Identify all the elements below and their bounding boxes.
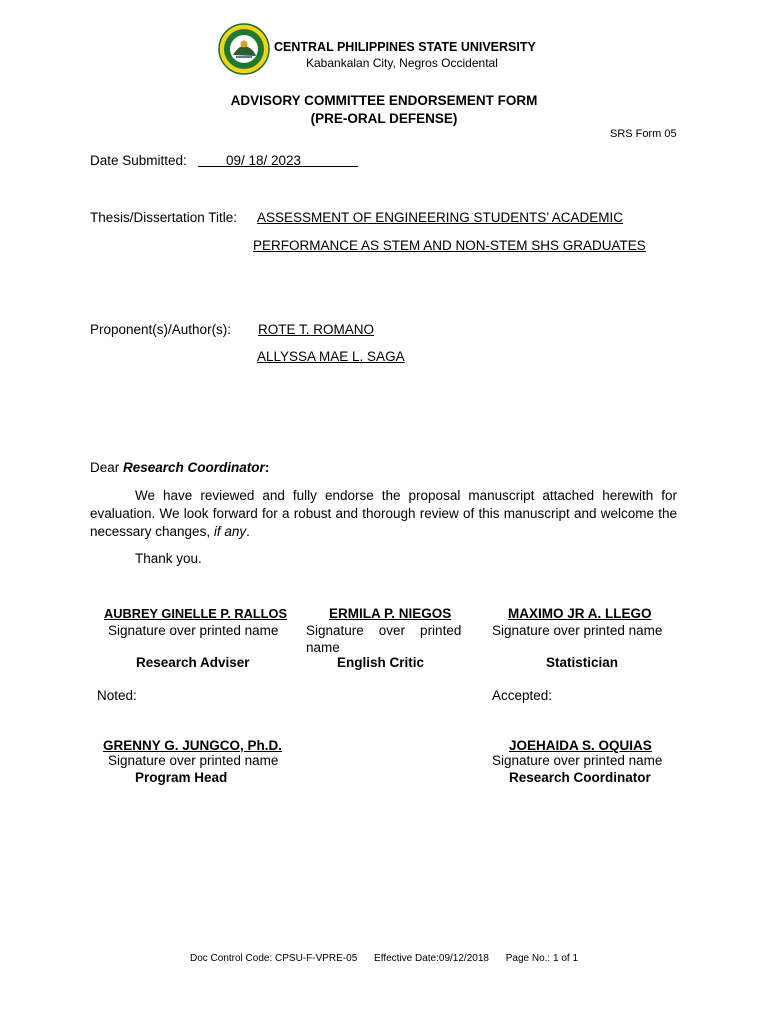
paragraph-end: . bbox=[246, 523, 250, 539]
salutation-colon: : bbox=[264, 460, 270, 475]
coordinator-signature-caption: Signature over printed name bbox=[492, 753, 663, 768]
noted-label: Noted: bbox=[97, 688, 137, 703]
critic-signature-caption: Signature over printed bbox=[306, 623, 462, 638]
statistician-role: Statistician bbox=[546, 655, 619, 670]
document-footer bbox=[0, 953, 768, 964]
thesis-title-line2: PERFORMANCE AS STEM AND NON-STEM SHS GRADUATES bbox=[253, 238, 646, 253]
university-seal-icon bbox=[218, 23, 270, 75]
salutation bbox=[90, 460, 269, 475]
adviser-role: Research Adviser bbox=[136, 655, 250, 670]
authors-label: Proponent(s)/Author(s): bbox=[90, 322, 232, 337]
date-label: Date Submitted: bbox=[90, 153, 187, 168]
critic-role: English Critic bbox=[337, 655, 425, 670]
accepted-label: Accepted: bbox=[492, 688, 553, 703]
coordinator-role: Research Coordinator bbox=[509, 770, 651, 785]
program-head-name: GRENNY G. JUNGCO, Ph.D. bbox=[103, 738, 283, 753]
paragraph-text: We have reviewed and fully endorse the proposal manuscript attached herewith for evaluation. We look forward for a robust and thorough review of this manuscript and welcome the necessary changes, bbox=[90, 488, 677, 539]
program-head-role: Program Head bbox=[135, 770, 228, 785]
adviser-name: AUBREY GINELLE P. RALLOS bbox=[104, 606, 287, 621]
doc-control-code: Doc Control Code: CPSU-F-VPRE-05 bbox=[189, 953, 358, 964]
salutation-recipient: Research Coordinator bbox=[123, 460, 265, 475]
thesis-title-line1: ASSESSMENT OF ENGINEERING STUDENTS’ ACADEMIC bbox=[257, 210, 624, 225]
form-title: ADVISORY COMMITTEE ENDORSEMENT FORM bbox=[230, 93, 538, 108]
page-number: Page No.: 1 of 1 bbox=[505, 953, 579, 964]
form-subtitle: (PRE-ORAL DEFENSE) bbox=[310, 111, 458, 126]
statistician-signature-caption: Signature over printed name bbox=[492, 623, 663, 638]
author-name: ROTE T. ROMANO bbox=[258, 322, 375, 337]
critic-signature-caption-wrap: name bbox=[306, 640, 340, 655]
coordinator-name: JOEHAIDA S. OQUIAS bbox=[509, 738, 652, 753]
title-label: Thesis/Dissertation Title: bbox=[90, 210, 238, 225]
university-location: Kabankalan City, Negros Occidental bbox=[306, 56, 498, 70]
form-code: SRS Form 05 bbox=[610, 128, 677, 140]
effective-date: Effective Date:09/12/2018 bbox=[374, 953, 489, 964]
date-value: 09/ 18/ 2023 bbox=[226, 153, 302, 168]
paragraph-italic: if any bbox=[213, 523, 247, 539]
critic-name: ERMILA P. NIEGOS bbox=[329, 606, 452, 621]
adviser-signature-caption: Signature over printed name bbox=[108, 623, 279, 638]
program-head-signature-caption: Signature over printed name bbox=[108, 753, 279, 768]
statistician-name: MAXIMO JR A. LLEGO bbox=[508, 606, 652, 621]
closing: Thank you. bbox=[135, 551, 202, 566]
university-name: CENTRAL PHILIPPINES STATE UNIVERSITY bbox=[274, 40, 536, 54]
author-name: ALLYSSA MAE L. SAGA bbox=[257, 349, 405, 364]
salutation-prefix: Dear bbox=[90, 460, 124, 475]
endorsement-paragraph bbox=[90, 487, 677, 540]
